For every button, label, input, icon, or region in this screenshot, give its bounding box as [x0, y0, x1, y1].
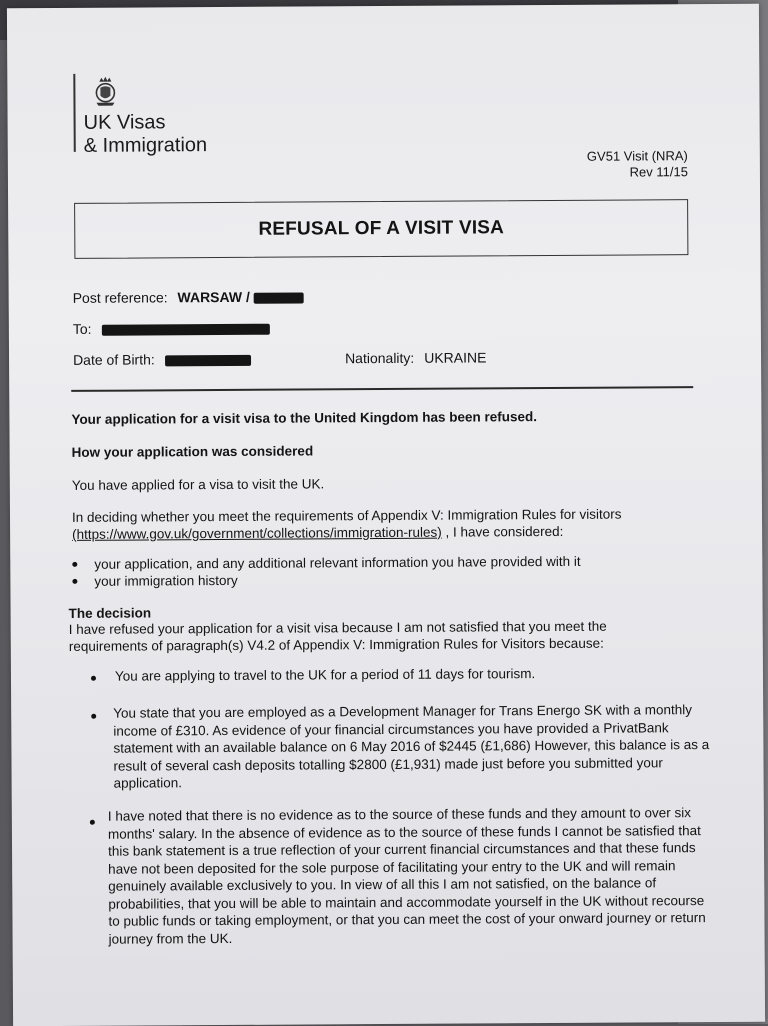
document-title: REFUSAL OF A VISIT VISA: [74, 199, 688, 259]
deciding-text: [72, 505, 712, 543]
bullet-icon: [72, 562, 77, 567]
bullet-icon: [91, 714, 96, 719]
redaction-mark: [165, 355, 251, 367]
considered-item: your immigration history: [94, 572, 238, 589]
form-code: GV51 Visit (NRA): [586, 148, 688, 164]
brand-line-1: UK Visas: [83, 111, 166, 134]
immigration-rules-link[interactable]: (https://www.gov.uk/government/collections/immigration-rules): [72, 524, 442, 542]
nationality-value: UKRAINE: [424, 349, 487, 366]
royal-crest-icon: [91, 76, 119, 108]
redaction-mark: [254, 292, 304, 303]
decision-text: [69, 617, 709, 655]
bullet-icon: [91, 676, 96, 681]
nationality-field: [345, 349, 486, 366]
decision-line-2: requirements of paragraph(s) V4.2 of Appendix V: Immigration Rules for Visitors because:: [68, 635, 604, 654]
refusal-letter: [7, 4, 765, 1026]
nationality-label: Nationality:: [344, 349, 415, 367]
decision-heading: The decision: [68, 605, 152, 621]
deciding-line-2: [72, 522, 712, 543]
considered-item: your application, and any additional relevant information you have provided with it: [94, 553, 581, 572]
brand-line-2: & Immigration: [83, 134, 208, 157]
form-revision: Rev 11/15: [629, 164, 688, 180]
decision-line-1: I have refused your application for a visit visa because I am not satisfied that you meet the: [68, 618, 607, 637]
post-reference-label: Post reference:: [72, 289, 168, 306]
form-code-block: [587, 148, 688, 181]
considered-suffix: , I have considered:: [445, 523, 564, 540]
recipient-field: [73, 320, 270, 337]
logo-divider: [73, 74, 75, 152]
date-of-birth-label: Date of Birth:: [72, 351, 155, 368]
redaction-mark: [101, 324, 269, 336]
post-reference-field: [73, 288, 304, 305]
bullet-icon: [72, 579, 77, 584]
refusal-reason: I have noted that there is no evidence as to the source of these funds and they amount to over six months' salary. In the absence of evidence as to the source of these funds I cannot be satisfied that this bank statement is a true reflection of your current financial circumstances and that these funds have not been deposited for the sole purpose of facilitating your entry to the UK and will remain genuinely available exclusively to you. In view of all this I am not satisfied, on the balance of probabilities, that you will be able to maintain and accommodate yourself in the UK without recourse to public funds or taking employment, or that you can meet the cost of your onward journey or return journey from the UK.: [107, 805, 706, 947]
refusal-reason: You state that you are employed as a Development Manager for Trans Energo SK with a monthly income of £310. As evidence of your financial circumstances you have provided a PrivatBank statement with an available balance on 6 May 2016 of $2445 (£1,686) However, this balance is as a result of several cash deposits totalling $2800 (£1,931) made just before you submitted your application.: [113, 702, 710, 791]
section-divider: [71, 386, 693, 391]
refusal-reason: You are applying to travel to the UK for a period of 11 days for tourism.: [114, 666, 536, 684]
refused-heading: Your application for a visit visa to the United Kingdom has been refused.: [71, 409, 538, 427]
deciding-line: In deciding whether you meet the requirements of Appendix V: Immigration Rules for visitors: [71, 506, 622, 525]
brand-logo: [84, 111, 208, 158]
recipient-label: To:: [72, 320, 92, 337]
post-reference-value: WARSAW /: [177, 288, 250, 306]
applied-text: You have applied for a visa to visit the UK.: [71, 476, 325, 493]
date-of-birth-field: [73, 351, 251, 368]
considered-heading: How your application was considered: [71, 443, 314, 460]
bullet-icon: [90, 820, 95, 825]
